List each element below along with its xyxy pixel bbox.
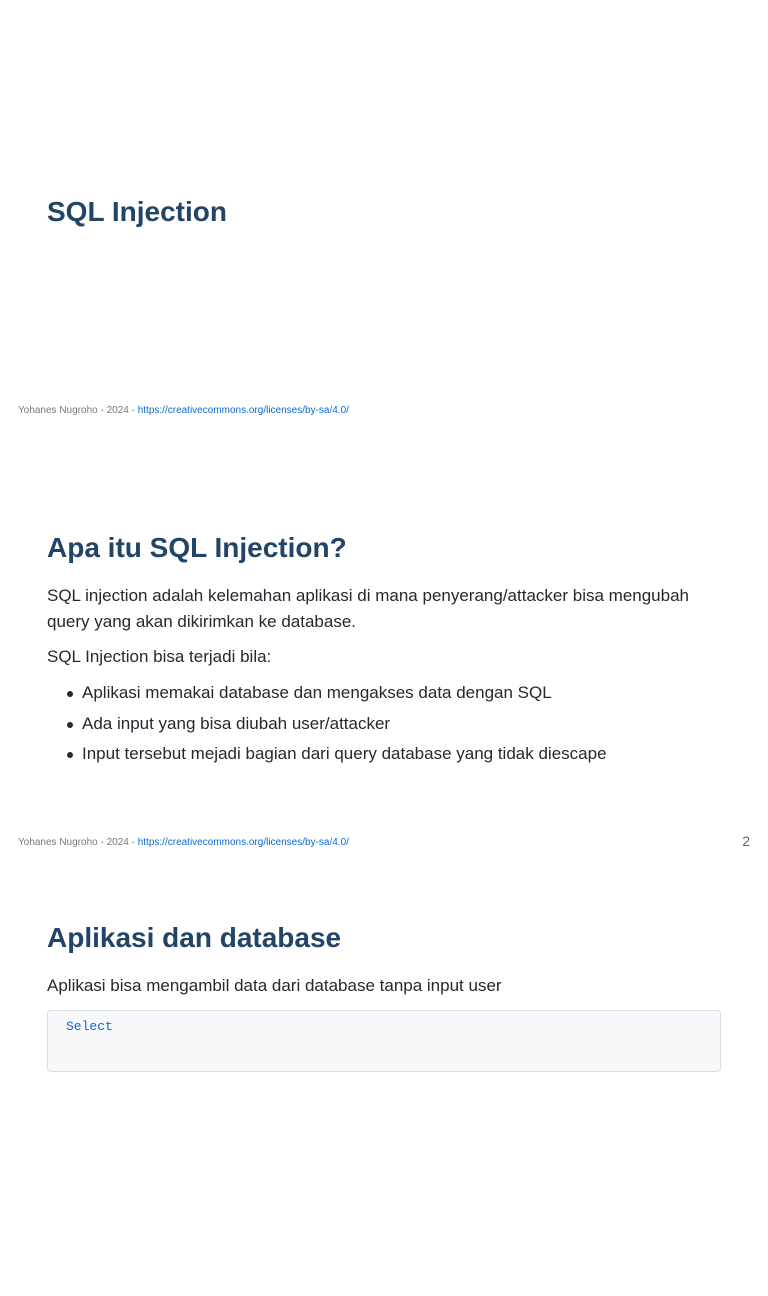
bullet-list [47,680,607,772]
slide-title: SQL Injection [47,196,227,227]
paragraph: Aplikasi bisa mengambil data dari database tanpa input user [47,976,502,995]
slide-footer [18,405,349,416]
slide-title: Apa itu SQL Injection? [47,532,347,563]
slide-1 [0,0,768,432]
bullet-item: Input tersebut mejadi bagian dari query database yang tidak diescape [82,741,607,767]
code-text: Select [66,1019,113,1034]
slide-footer [18,837,349,848]
code-block [47,1010,721,1072]
paragraph: SQL Injection bisa terjadi bila: [47,647,272,666]
footer-author: Yohanes Nugroho - 2024 - [18,405,138,416]
paragraph: SQL injection adalah kelemahan aplikasi di mana penyerang/attacker bisa mengubah query yang akan dikirimkan ke database. [47,586,689,631]
bullet-item: Aplikasi memakai database dan mengakses data dengan SQL [82,680,607,706]
slide-title: Aplikasi dan database [47,922,342,953]
slide-2 [0,432,768,864]
bullet-item: Ada input yang bisa diubah user/attacker [82,711,607,737]
page-number: 2 [742,833,750,849]
footer-author: Yohanes Nugroho - 2024 - [18,837,138,848]
slide-3 [0,864,768,1296]
license-link[interactable]: https://creativecommons.org/licenses/by-sa/4.0/ [137,405,349,416]
license-link[interactable]: https://creativecommons.org/licenses/by-sa/4.0/ [137,837,349,848]
